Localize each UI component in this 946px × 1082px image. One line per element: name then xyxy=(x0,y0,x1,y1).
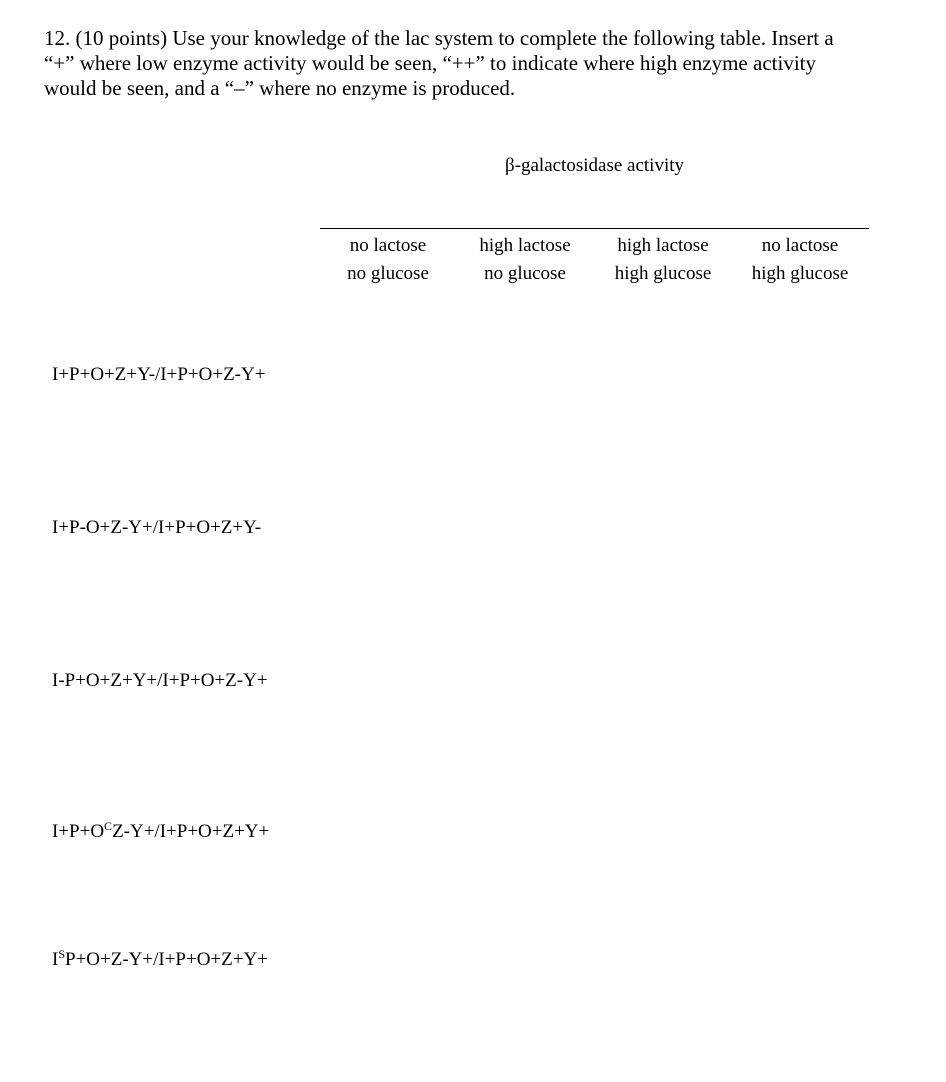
question-line-1: 12. (10 points) Use your knowledge of the lac system to complete the following table. Insert a xyxy=(44,26,834,50)
column-header-line: no lactose xyxy=(349,235,427,256)
column-header-line: no lactose xyxy=(761,235,839,256)
column-header-line: no glucose xyxy=(347,263,429,284)
genotype-row xyxy=(52,948,268,973)
header-rule xyxy=(320,228,869,229)
genotype-row xyxy=(52,820,269,845)
genotype-superscript: C xyxy=(104,819,113,833)
question-line-2: “+” where low enzyme activity would be seen, “++” to indicate where high enzyme activity xyxy=(44,51,816,75)
column-header-line: high lactose xyxy=(617,235,709,256)
column-header-line: high glucose xyxy=(751,263,849,284)
column-header-line: high lactose xyxy=(479,235,571,256)
column-header-high-lactose-no-glucose xyxy=(465,232,585,288)
genotype-part: I xyxy=(52,949,59,970)
genotype-row: I+P+O+Z+Y-/I+P+O+Z-Y+ xyxy=(52,364,266,385)
question-line-3: would be seen, and a “–” where no enzyme is produced. xyxy=(44,76,516,100)
question-text xyxy=(44,26,914,101)
column-header-no-lactose-no-glucose xyxy=(330,232,446,288)
genotype-part: I+P+O xyxy=(52,821,105,842)
column-header-no-lactose-high-glucose xyxy=(738,232,862,288)
genotype-row: I+P-O+Z-Y+/I+P+O+Z+Y- xyxy=(52,517,262,538)
table-title: β-galactosidase activity xyxy=(504,155,684,176)
genotype-part: Z-Y+/I+P+O+Z+Y+ xyxy=(112,821,270,842)
genotype-superscript: S xyxy=(58,947,66,961)
column-header-line: no glucose xyxy=(484,263,566,284)
column-header-line: high glucose xyxy=(614,263,712,284)
column-header-high-lactose-high-glucose xyxy=(600,232,726,288)
genotype-row: I-P+O+Z+Y+/I+P+O+Z-Y+ xyxy=(52,670,268,691)
genotype-part: P+O+Z-Y+/I+P+O+Z+Y+ xyxy=(65,949,268,970)
